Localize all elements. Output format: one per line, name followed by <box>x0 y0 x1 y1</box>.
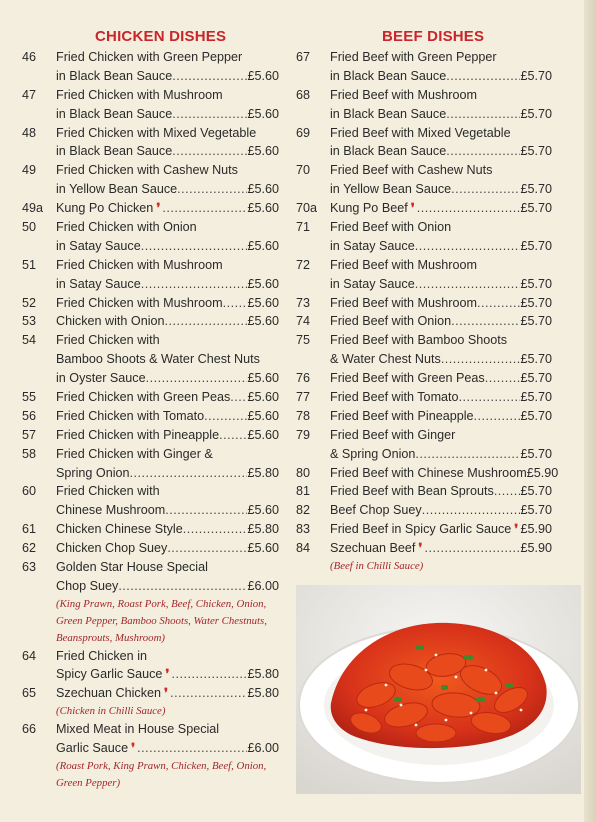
menu-item-line <box>0 647 290 666</box>
dot-leader <box>183 520 248 539</box>
menu-item-line <box>290 426 586 445</box>
item-price: £5.80 <box>247 667 279 682</box>
menu-item-line <box>290 369 586 388</box>
item-name: Fried Beef with Mixed Vegetable <box>330 125 511 140</box>
item-name: in Satay Sauce <box>56 276 141 291</box>
menu-item <box>290 539 586 575</box>
item-number: 72 <box>296 257 311 272</box>
chinese-dish-photo <box>296 585 581 794</box>
menu-item-line <box>290 67 586 86</box>
item-number: 84 <box>296 541 311 556</box>
item-price: £5.60 <box>247 276 279 291</box>
item-price: £5.80 <box>247 465 279 480</box>
menu-item-line <box>0 464 290 483</box>
item-name: Chicken Chinese Style <box>56 522 183 537</box>
item-number: 51 <box>22 257 37 272</box>
item-number: 79 <box>296 427 311 442</box>
menu-item-line <box>0 237 290 256</box>
menu-item-line <box>0 445 290 464</box>
item-name: Fried Beef with Mushroom <box>330 295 477 310</box>
menu-item-line <box>290 294 586 313</box>
item-name: Fried Beef with Chinese Mushroom <box>330 465 527 480</box>
item-price: £5.90 <box>526 465 559 480</box>
item-name: Golden Star House Special <box>56 560 208 575</box>
item-name: Fried Beef with Green Pepper <box>330 50 497 64</box>
menu-item <box>0 48 290 86</box>
item-name: Fried Chicken with Mushroom <box>56 295 223 310</box>
menu-item-line <box>290 218 586 237</box>
item-number: 64 <box>22 648 37 663</box>
item-price: £6.00 <box>247 578 279 593</box>
menu-item <box>0 388 290 407</box>
menu-item-line <box>0 577 290 596</box>
menu-item <box>290 312 586 331</box>
item-name: & Water Chest Nuts <box>330 352 441 367</box>
menu-item <box>0 647 290 685</box>
chicken-section-title: CHICKEN DISHES <box>95 28 227 45</box>
dot-leader <box>415 275 521 294</box>
menu-item <box>290 294 586 313</box>
menu-item <box>0 294 290 313</box>
item-price: £5.70 <box>520 484 552 499</box>
item-name: Kung Po Beef <box>330 201 408 216</box>
item-price: £5.90 <box>520 541 552 556</box>
dot-leader <box>165 501 247 520</box>
menu-item-line <box>290 539 586 558</box>
item-number: 54 <box>22 333 37 348</box>
item-number: 76 <box>296 371 311 386</box>
dot-leader <box>441 350 521 369</box>
item-price: £5.70 <box>520 352 552 367</box>
menu-item <box>290 218 586 256</box>
menu-item <box>290 199 586 218</box>
item-price: £6.00 <box>247 741 279 756</box>
chili-icon: ❜ <box>418 541 423 556</box>
item-note: (Beef in Chilli Sauce) <box>330 560 424 573</box>
menu-item-line <box>290 464 586 483</box>
item-price: £5.70 <box>520 68 552 83</box>
item-price: £5.60 <box>247 68 279 83</box>
item-name: Fried Beef with Bean Sprouts <box>330 484 494 499</box>
dot-leader <box>172 105 247 124</box>
item-name: Chop Suey <box>56 578 119 593</box>
menu-item <box>290 501 586 520</box>
menu-item <box>0 86 290 124</box>
menu-item-line <box>0 86 290 105</box>
dot-leader <box>162 199 247 218</box>
item-number: 80 <box>296 465 311 480</box>
item-name: in Black Bean Sauce <box>330 68 447 83</box>
item-name: Fried Beef with Ginger <box>330 427 456 442</box>
dot-leader <box>141 275 248 294</box>
item-number: 48 <box>22 125 37 140</box>
item-name: Fried Chicken with Pineapple <box>56 427 220 442</box>
menu-item-line <box>290 312 586 331</box>
item-price: £5.60 <box>247 390 279 405</box>
item-price: £5.70 <box>520 503 552 518</box>
item-number: 65 <box>22 686 37 701</box>
item-number: 70a <box>296 201 318 216</box>
item-price: £5.90 <box>520 522 552 537</box>
item-name: in Yellow Bean Sauce <box>56 182 178 197</box>
menu-item-line <box>0 520 290 539</box>
dot-leader <box>137 739 247 758</box>
item-name: Fried Chicken with <box>56 484 160 499</box>
dot-leader <box>141 237 248 256</box>
item-name: in Black Bean Sauce <box>56 68 173 83</box>
item-price: £5.70 <box>520 446 552 461</box>
item-number: 55 <box>22 390 37 405</box>
item-number: 58 <box>22 446 37 461</box>
item-price: £5.70 <box>520 144 552 159</box>
item-name: Mixed Meat in House Special <box>56 722 220 737</box>
menu-item <box>290 407 586 426</box>
menu-item-line <box>0 142 290 161</box>
item-name: Fried Beef with Mushroom <box>330 257 477 272</box>
dot-leader <box>446 142 520 161</box>
menu-item-line <box>0 350 290 369</box>
item-name: Chicken with Onion <box>56 314 165 329</box>
item-number: 81 <box>296 484 311 499</box>
item-name: in Satay Sauce <box>330 238 415 253</box>
menu-item-line <box>290 407 586 426</box>
item-name: Szechuan Beef <box>330 541 416 556</box>
chicken-item-list <box>0 48 290 792</box>
item-number: 66 <box>22 722 37 737</box>
menu-item-line <box>0 199 290 218</box>
item-price: £5.70 <box>520 201 552 216</box>
item-price: £5.70 <box>520 276 552 291</box>
item-number: 60 <box>22 484 37 499</box>
dot-leader <box>204 407 247 426</box>
menu-item-line <box>0 331 290 350</box>
menu-item-line <box>0 124 290 143</box>
chili-icon: ❜ <box>164 686 169 701</box>
item-name: Garlic Sauce <box>56 741 129 756</box>
item-number: 52 <box>22 295 37 310</box>
item-number: 82 <box>296 503 311 518</box>
item-price: £5.70 <box>520 182 552 197</box>
item-name: in Black Bean Sauce <box>330 106 447 121</box>
menu-item-line <box>0 256 290 275</box>
item-number: 47 <box>22 87 37 102</box>
item-price: £5.70 <box>520 314 552 329</box>
dot-leader <box>172 142 247 161</box>
menu-item-line <box>0 720 290 739</box>
dot-leader <box>177 180 247 199</box>
item-number: 67 <box>296 50 311 64</box>
chili-icon: ❜ <box>156 201 161 216</box>
item-number: 63 <box>22 560 37 575</box>
item-name: Fried Chicken with <box>56 333 160 348</box>
item-price: £5.60 <box>247 427 279 442</box>
item-number: 74 <box>296 314 311 329</box>
dot-leader <box>446 67 520 86</box>
item-name: Fried Beef with Tomato <box>330 390 459 405</box>
menu-item-line <box>0 369 290 388</box>
chili-icon: ❜ <box>165 667 170 682</box>
item-number: 83 <box>296 522 311 537</box>
item-name: Fried Chicken with Mushroom <box>56 257 223 272</box>
menu-item-line <box>0 539 290 558</box>
dish-illustration <box>296 585 581 794</box>
dot-leader <box>223 294 248 313</box>
dot-leader <box>130 464 248 483</box>
item-name: in Black Bean Sauce <box>56 106 173 121</box>
menu-item <box>0 312 290 331</box>
menu-item-line <box>290 275 586 294</box>
menu-item <box>0 720 290 792</box>
item-number: 46 <box>22 50 37 64</box>
dot-leader <box>424 539 520 558</box>
item-name: Fried Beef with Onion <box>330 314 452 329</box>
item-name: in Oyster Sauce <box>56 371 146 386</box>
item-name: Fried Beef with Mushroom <box>330 87 477 102</box>
item-price: £5.80 <box>247 686 279 701</box>
menu-item <box>0 520 290 539</box>
item-number: 71 <box>296 220 311 235</box>
item-price: £5.70 <box>520 106 552 121</box>
item-price: £5.60 <box>247 238 279 253</box>
item-name: Fried Beef with Onion <box>330 220 452 235</box>
dot-leader <box>446 105 520 124</box>
dot-leader <box>219 426 247 445</box>
menu-item-line <box>290 520 586 539</box>
menu-item-line <box>290 48 586 67</box>
item-price: £5.70 <box>520 371 552 386</box>
menu-item <box>0 445 290 483</box>
menu-item-line <box>290 350 586 369</box>
item-note: (Roast Pork, King Prawn, Chicken, Beef, Onion, Green Pepper) <box>56 759 267 789</box>
menu-item-line <box>0 739 290 758</box>
menu-item-line <box>0 105 290 124</box>
dot-leader <box>451 180 520 199</box>
item-number: 53 <box>22 314 37 329</box>
menu-item <box>0 199 290 218</box>
menu-item <box>290 369 586 388</box>
dot-leader <box>477 294 521 313</box>
menu-item-line <box>290 124 586 143</box>
menu-item-line <box>290 199 586 218</box>
item-number: 68 <box>296 87 311 102</box>
menu-item <box>290 48 586 86</box>
item-number: 78 <box>296 408 311 423</box>
item-price: £5.60 <box>247 182 279 197</box>
menu-item <box>290 482 586 501</box>
menu-item-line <box>0 48 290 67</box>
item-note: (King Prawn, Roast Pork, Beef, Chicken, Onion, Green Pepper, Bamboo Shoots, Water Chestnuts, Beansprouts, Mushroom) <box>56 597 267 644</box>
item-name: in Satay Sauce <box>56 238 141 253</box>
dot-leader <box>415 237 521 256</box>
item-name: Fried Chicken in <box>56 648 147 663</box>
item-number: 57 <box>22 427 37 442</box>
dot-leader <box>494 482 521 501</box>
item-number: 50 <box>22 220 37 235</box>
item-number: 77 <box>296 390 311 405</box>
menu-item-line <box>0 558 290 577</box>
dot-leader <box>417 199 521 218</box>
item-price: £5.60 <box>247 295 279 310</box>
menu-item-line <box>0 67 290 86</box>
item-name: Fried Chicken with Cashew Nuts <box>56 163 238 178</box>
item-number: 69 <box>296 125 311 140</box>
menu-item <box>290 124 586 162</box>
dot-leader <box>165 312 248 331</box>
dot-leader <box>422 501 521 520</box>
menu-item-line <box>290 256 586 275</box>
menu-item-line <box>0 426 290 445</box>
item-name: & Spring Onion <box>330 446 416 461</box>
dot-leader <box>230 388 247 407</box>
menu-item <box>0 218 290 256</box>
item-number: 49 <box>22 163 37 178</box>
dot-leader <box>118 577 247 596</box>
item-name: in Black Bean Sauce <box>56 144 173 159</box>
item-name: Fried Chicken with Mixed Vegetable <box>56 125 257 140</box>
dot-leader <box>172 67 247 86</box>
menu-item-line <box>0 294 290 313</box>
item-price: £5.70 <box>520 295 552 310</box>
item-name: Fried Beef with Cashew Nuts <box>330 163 493 178</box>
menu-item <box>0 331 290 388</box>
item-price: £5.60 <box>247 144 279 159</box>
dot-leader <box>167 539 247 558</box>
item-price: £5.60 <box>247 201 279 216</box>
item-name: Fried Chicken with Onion <box>56 220 197 235</box>
menu-item-line <box>0 684 290 703</box>
menu-item <box>290 331 586 369</box>
dot-leader <box>451 312 520 331</box>
item-price: £5.60 <box>247 371 279 386</box>
menu-item-line <box>0 501 290 520</box>
item-name: Spring Onion <box>56 465 130 480</box>
item-name: Fried Chicken with Ginger & <box>56 446 213 461</box>
menu-item-line <box>290 105 586 124</box>
item-note: (Chicken in Chilli Sauce) <box>56 705 166 718</box>
menu-item <box>290 86 586 124</box>
menu-item-line <box>290 161 586 180</box>
menu-item <box>0 124 290 162</box>
item-number: 62 <box>22 541 37 556</box>
menu-item-line <box>0 180 290 199</box>
item-name: Beef Chop Suey <box>330 503 422 518</box>
item-name: in Black Bean Sauce <box>330 144 447 159</box>
menu-item <box>0 539 290 558</box>
menu-item-line <box>0 161 290 180</box>
dot-leader <box>146 369 248 388</box>
menu-item <box>0 684 290 720</box>
menu-item <box>290 520 586 539</box>
dot-leader <box>459 388 521 407</box>
menu-item <box>0 161 290 199</box>
item-number: 70 <box>296 163 311 178</box>
item-name: in Satay Sauce <box>330 276 415 291</box>
item-number: 75 <box>296 333 311 348</box>
menu-item <box>290 464 586 483</box>
menu-item <box>290 256 586 294</box>
menu-item-line <box>0 407 290 426</box>
dot-leader <box>415 445 520 464</box>
menu-item-line <box>0 275 290 294</box>
item-price: £5.60 <box>247 106 279 121</box>
menu-item <box>0 256 290 294</box>
item-price: £5.80 <box>247 522 279 537</box>
item-name: Fried Beef with Bamboo Shoots <box>330 333 508 348</box>
item-name: Chicken Chop Suey <box>56 541 168 556</box>
menu-item-line <box>290 237 586 256</box>
chili-icon: ❜ <box>514 522 519 537</box>
item-number: 49a <box>22 201 44 216</box>
menu-item-line <box>0 665 290 684</box>
item-price: £5.60 <box>247 314 279 329</box>
dot-leader <box>474 407 521 426</box>
chili-icon: ❜ <box>410 201 415 216</box>
item-name: Fried Chicken with Tomato <box>56 408 205 423</box>
item-number: 56 <box>22 408 37 423</box>
dot-leader <box>170 684 247 703</box>
item-number: 73 <box>296 295 311 310</box>
item-name: Fried Beef with Pineapple <box>330 408 474 423</box>
menu-item-line <box>290 86 586 105</box>
item-name: Fried Chicken with Green Pepper <box>56 50 243 64</box>
item-name: in Yellow Bean Sauce <box>330 182 452 197</box>
menu-item-line <box>290 501 586 520</box>
menu-item <box>0 558 290 647</box>
menu-item <box>0 426 290 445</box>
menu-item-line <box>0 482 290 501</box>
item-name: Fried Beef with Green Peas <box>330 371 485 386</box>
dot-leader <box>171 665 247 684</box>
menu-item-line <box>290 180 586 199</box>
dot-leader <box>485 369 521 388</box>
menu-item <box>0 482 290 520</box>
menu-item-line <box>290 388 586 407</box>
beef-section-title: BEEF DISHES <box>382 28 485 45</box>
menu-item-line <box>290 331 586 350</box>
item-name: Kung Po Chicken <box>56 201 154 216</box>
item-number: 61 <box>22 522 37 537</box>
item-name: Bamboo Shoots & Water Chest Nuts <box>56 352 260 367</box>
chili-icon: ❜ <box>131 741 136 756</box>
beef-item-list <box>290 48 586 575</box>
item-name: Fried Chicken with Green Peas <box>56 390 231 405</box>
item-price: £5.70 <box>520 238 552 253</box>
menu-item-line <box>0 218 290 237</box>
menu-item-line <box>0 388 290 407</box>
item-name: Szechuan Chicken <box>56 686 162 701</box>
item-price: £5.70 <box>520 408 552 423</box>
menu-item <box>290 161 586 199</box>
menu-item <box>0 407 290 426</box>
item-name: Chinese Mushroom <box>56 503 166 518</box>
menu-item <box>290 426 586 464</box>
menu-item <box>290 388 586 407</box>
menu-item-line <box>290 142 586 161</box>
item-name: Spicy Garlic Sauce <box>56 667 163 682</box>
item-price: £5.70 <box>520 390 552 405</box>
item-price: £5.60 <box>247 541 279 556</box>
menu-item-line <box>290 445 586 464</box>
item-price: £5.60 <box>247 503 279 518</box>
item-name: Fried Chicken with Mushroom <box>56 87 223 102</box>
item-name: Fried Beef in Spicy Garlic Sauce <box>330 522 512 537</box>
menu-item-line <box>0 312 290 331</box>
item-price: £5.60 <box>247 408 279 423</box>
menu-item-line <box>290 482 586 501</box>
